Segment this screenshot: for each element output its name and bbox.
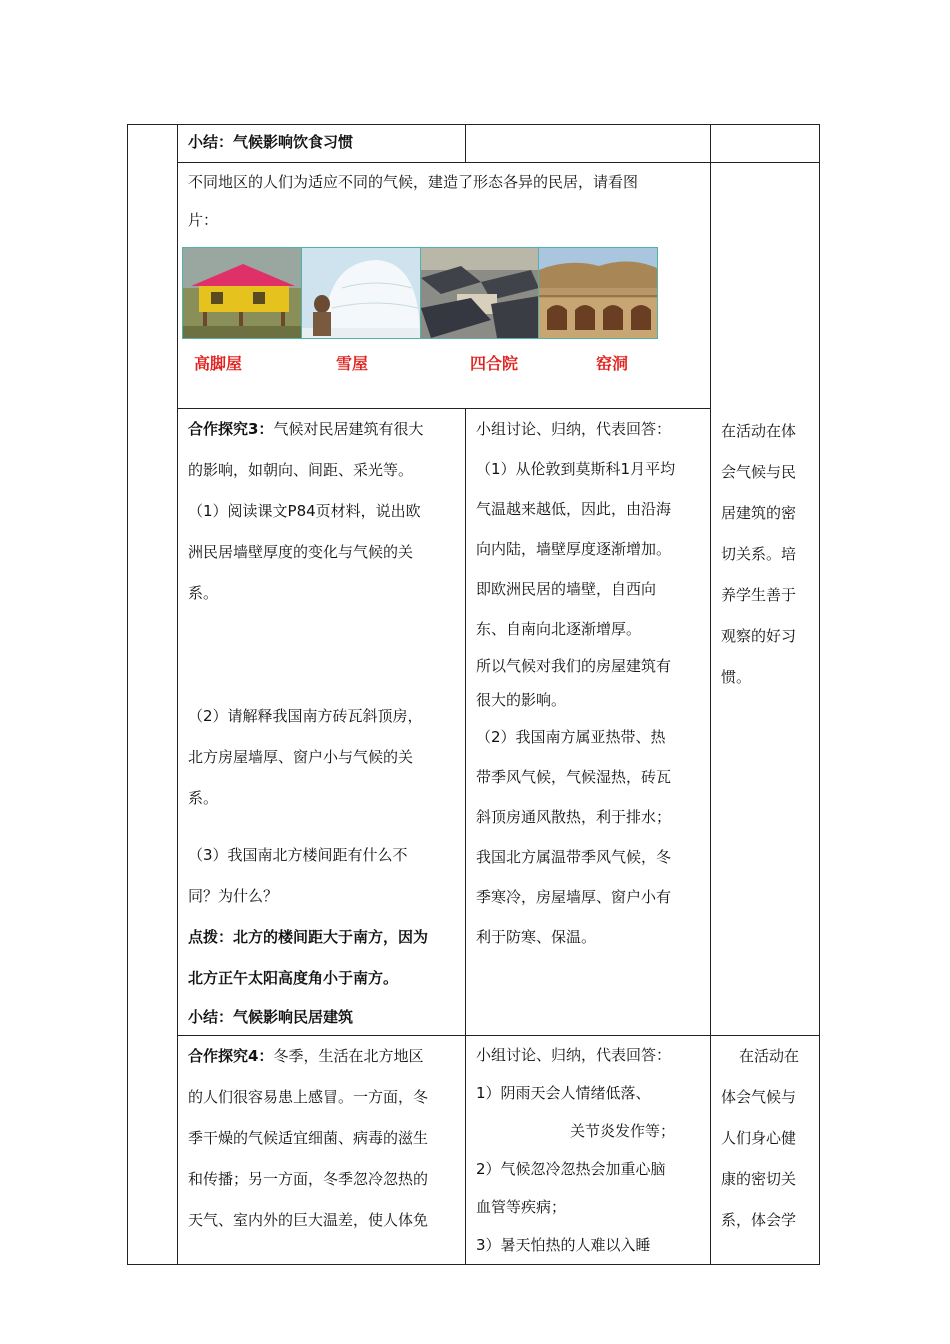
answer-4-line: 1）阴雨天会人情绪低落、 bbox=[476, 1084, 651, 1102]
label-igloo: 雪屋 bbox=[336, 354, 369, 373]
question-1-line: （1）阅读课文P84页材料，说出欧 bbox=[188, 502, 421, 520]
question-3-line: （3）我国南北方楼间距有什么不 bbox=[188, 846, 408, 864]
inquiry-4-title: 合作探究4： bbox=[188, 1047, 274, 1065]
answer-4-line: 血管等疾病； bbox=[476, 1198, 567, 1216]
courtyard-house-photo bbox=[421, 248, 540, 338]
note-line: 会气候与民 bbox=[721, 463, 797, 481]
cell-dwellings bbox=[178, 163, 711, 409]
summary-food-text: 小结：气候影响饮食习惯 bbox=[188, 133, 354, 151]
note-line: 人们身心健 bbox=[721, 1129, 797, 1147]
inquiry-3-intro-line: 的影响，如朝向、间距、采光等。 bbox=[188, 461, 414, 479]
cell-empty-2 bbox=[711, 125, 820, 163]
answer-1-line: 向内陆，墙壁厚度逐渐增加。 bbox=[476, 540, 672, 558]
answer-2-line: （2）我国南方属亚热带、热 bbox=[476, 728, 666, 746]
row-inquiry-4 bbox=[128, 1036, 820, 1265]
answer-4-line: 3）暑天怕热的人难以入睡 bbox=[476, 1236, 651, 1254]
answer-2-line: 季寒冷，房屋墙厚、窗户小有 bbox=[476, 888, 672, 906]
note-line: 养学生善于 bbox=[721, 586, 797, 604]
label-courtyard: 四合院 bbox=[470, 354, 519, 373]
question-1-line: 系。 bbox=[188, 584, 219, 602]
label-stilt-house: 高脚屋 bbox=[194, 354, 243, 373]
inquiry-3-intro: 气候对民居建筑有很大 bbox=[273, 420, 424, 438]
answer-2-line: 带季风气候，气候湿热，砖瓦 bbox=[476, 768, 672, 786]
inquiry-4-intro: 冬季，生活在北方地区 bbox=[273, 1047, 424, 1065]
cell-inquiry-3-answer bbox=[466, 409, 711, 1036]
answer-4-line: 关节炎发作等； bbox=[570, 1122, 676, 1140]
cell-empty-1 bbox=[466, 125, 711, 163]
question-2-line: 北方房屋墙厚、窗户小与气候的关 bbox=[188, 748, 414, 766]
cell-inquiry-4-answer bbox=[466, 1036, 711, 1265]
cell-note-dwellings bbox=[711, 163, 820, 1036]
cell-note-health bbox=[711, 1036, 820, 1265]
answer-1-line: 即欧洲民居的墙壁，自西向 bbox=[476, 580, 657, 598]
answer-1-tail-line: 所以气候对我们的房屋建筑有 bbox=[476, 657, 672, 675]
cell-inquiry-3-question bbox=[178, 409, 466, 1036]
note-line: 切关系。培 bbox=[721, 545, 797, 563]
hint-line: 点拨：北方的楼间距大于南方，因为 bbox=[188, 928, 429, 946]
answer-4-head: 小组讨论、归纳，代表回答： bbox=[476, 1046, 672, 1064]
dwelling-photos bbox=[182, 247, 658, 339]
question-1-line: 洲民居墙壁厚度的变化与气候的关 bbox=[188, 543, 414, 561]
question-2-line: （2）请解释我国南方砖瓦斜顶房， bbox=[188, 707, 423, 725]
answer-2-line: 我国北方属温带季风气候，冬 bbox=[476, 848, 672, 866]
cell-inquiry-4-question bbox=[178, 1036, 466, 1265]
answer-1-line: 气温越来越低，因此，由沿海 bbox=[476, 500, 672, 518]
label-cave: 窑洞 bbox=[596, 354, 629, 373]
question-3-line: 同？为什么？ bbox=[188, 887, 279, 905]
answer-3-head: 小组讨论、归纳，代表回答： bbox=[476, 420, 672, 438]
hint-line: 北方正午太阳高度角小于南方。 bbox=[188, 969, 399, 987]
answer-1-tail-line: 很大的影响。 bbox=[476, 691, 567, 709]
dwelling-photo-labels bbox=[194, 351, 710, 374]
row-dwellings bbox=[128, 163, 820, 409]
summary-dwellings: 小结：气候影响民居建筑 bbox=[188, 1008, 354, 1026]
row-summary-food bbox=[128, 125, 820, 163]
note-line: 观察的好习 bbox=[721, 627, 797, 645]
answer-4-line: 2）气候忽冷忽热会加重心脑 bbox=[476, 1160, 666, 1178]
igloo-photo bbox=[302, 248, 421, 338]
dwellings-intro-line1: 不同地区的人们为适应不同的气候，建造了形态各异的民居，请看图 bbox=[188, 173, 639, 191]
cell-summary-food bbox=[178, 125, 466, 163]
inquiry-4-line: 天气、室内外的巨大温差，使人体免 bbox=[188, 1211, 429, 1229]
note-line: 在活动在 bbox=[739, 1047, 800, 1065]
inquiry-3-title: 合作探究3： bbox=[188, 420, 274, 438]
note-line: 系，体会学 bbox=[721, 1211, 797, 1229]
inquiry-4-line: 的人们很容易患上感冒。一方面，冬 bbox=[188, 1088, 429, 1106]
answer-2-line: 利于防寒、保温。 bbox=[476, 928, 597, 946]
stilt-house-photo bbox=[183, 248, 302, 338]
cave-dwelling-photo bbox=[539, 248, 657, 338]
inquiry-4-line: 和传播；另一方面，冬季忽冷忽热的 bbox=[188, 1170, 429, 1188]
answer-2-line: 斜顶房通风散热，利于排水； bbox=[476, 808, 672, 826]
blank-left-column bbox=[128, 125, 178, 1265]
note-line: 体会气候与 bbox=[721, 1088, 797, 1106]
answer-1-line: 东、自南向北逐渐增厚。 bbox=[476, 620, 642, 638]
lesson-plan-table bbox=[127, 124, 820, 1265]
note-line: 在活动在体 bbox=[721, 422, 797, 440]
question-2-line: 系。 bbox=[188, 789, 219, 807]
note-line: 居建筑的密 bbox=[721, 504, 797, 522]
answer-1-line: （1）从伦敦到莫斯科1月平均 bbox=[476, 460, 676, 478]
note-line: 惯。 bbox=[721, 668, 752, 686]
inquiry-4-line: 季干燥的气候适宜细菌、病毒的滋生 bbox=[188, 1129, 429, 1147]
note-line: 康的密切关 bbox=[721, 1170, 797, 1188]
dwellings-intro-line2: 片： bbox=[188, 211, 219, 229]
